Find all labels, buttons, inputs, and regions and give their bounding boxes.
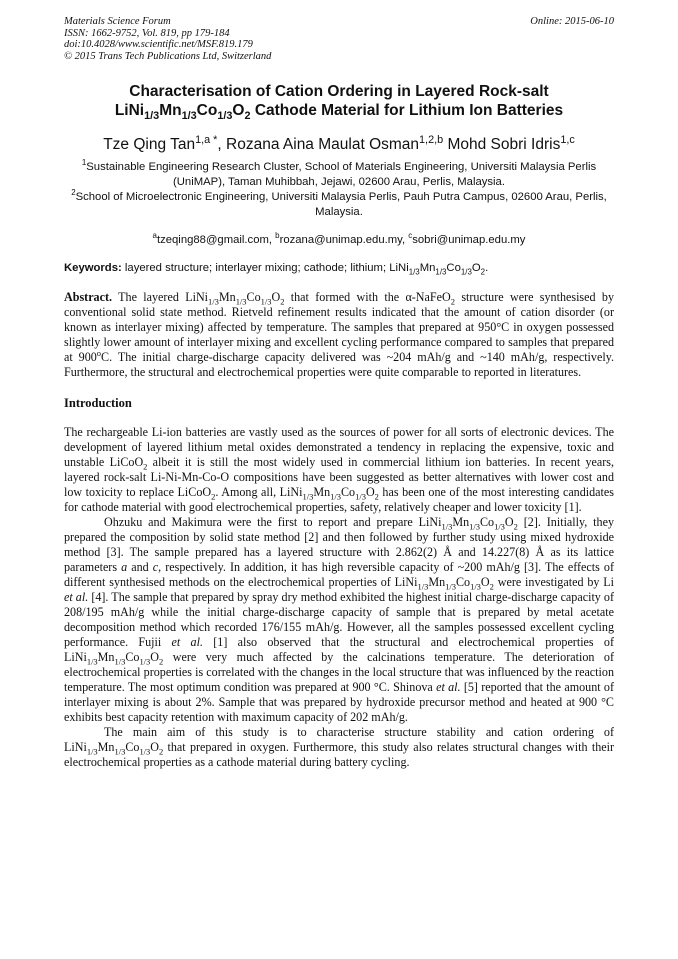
header-line-issn: ISSN: 1662-9752, Vol. 819, pp 179-184 [64, 27, 230, 39]
formula-sub: 1/3 [86, 656, 98, 667]
paper-title [64, 82, 614, 123]
paragraph-text: albeit it is still the most widely used in commercial lithium ion batteries. In recent years, layered rock-salt Li-Ni-Mn-Co-O compositions have been suggested as better alternatives with lower cost and low toxicity to replace LiCoO [64, 455, 614, 499]
formula-element: LiNi [64, 740, 87, 754]
chem-sub: 2 [211, 491, 216, 502]
author-emails: $^a$tzeqing88@gmail.com, $^b$rozana@unimap.edu.my, $^c$sobri@unimap.edu.my [152, 231, 526, 246]
paragraph-text: The rechargeable Li-ion batteries are vastly used as the sources of power for all sorts of electronic devices. The development of layered lithium metal oxides demonstrated a tendency in replacing the expensive, toxic and unstable LiCoO [64, 425, 614, 469]
paragraph-text: and [127, 560, 153, 574]
formula-o: O [471, 262, 481, 274]
et-al: et al. [171, 635, 203, 649]
affiliation-1 [64, 160, 614, 190]
formula-sub: 1/3 [445, 581, 456, 592]
formula-sub: 1/3 [355, 491, 366, 502]
formula-element: Co [479, 515, 495, 529]
abstract [64, 290, 614, 380]
formula-sub: 1/3 [181, 110, 197, 123]
affiliation-num: 1 [81, 158, 87, 168]
chem-sub: 2 [143, 461, 148, 472]
title-line-2 [64, 101, 614, 123]
formula-sub: 1/3 [208, 296, 219, 307]
journal-header [64, 16, 614, 62]
email-link[interactable]: sobri@unimap.edu.my [412, 234, 526, 246]
et-al: et al. [64, 590, 89, 604]
author-name: Rozana Aina Maulat Osman [226, 136, 420, 153]
header-line-journal: Materials Science Forum [64, 16, 171, 27]
paragraph-text: were investigated by Li [493, 575, 614, 589]
formula-sub: 1/3 [469, 521, 480, 532]
formula-element: LiNi [64, 650, 87, 664]
formula-element: Mn [97, 650, 115, 664]
abstract-text: The layered [112, 290, 186, 304]
abstract-text: that formed with the α-NaFeO [284, 290, 451, 304]
formula-element: Co [125, 740, 140, 754]
formula-sub: 2 [374, 491, 379, 502]
title-line-1: Characterisation of Cation Ordering in Layered Rock-salt [129, 83, 549, 100]
header-line-copyright: © 2015 Trans Tech Publications Ltd, Switzerland [64, 50, 272, 62]
email-sup: c [408, 231, 413, 241]
formula-o: O [232, 102, 245, 119]
formula-element: Mn [97, 740, 115, 754]
degree-sup: o [96, 347, 102, 358]
paragraph-text: that prepared in oxygen. Furthermore, this study also relates structural changes with their electrochemical properties as a cathode material during battery cycling. [64, 740, 614, 769]
formula-element: O [365, 485, 375, 499]
keywords: Keywords: layered structure; interlayer mixing; cathode; lithium; $LiNi_{1/3}Mn_{1/3}Co_{1/3}O_2$. [64, 262, 489, 277]
affiliations [64, 160, 614, 220]
formula-sub: 1/3 [302, 491, 314, 502]
formula-sub: 2 [280, 296, 285, 307]
author-name: Tze Qing Tan [103, 136, 196, 153]
formula-element: Mn [452, 515, 470, 529]
formula-sub: 1/3 [260, 296, 272, 307]
formula-sub: 2 [159, 746, 164, 757]
keywords-label: Keywords: [64, 262, 122, 274]
formula-sub: 1/3 [470, 581, 481, 592]
formula-sub: 1/3 [114, 746, 126, 757]
formula-element: Co [246, 290, 261, 304]
formula-sub: 1/3 [144, 110, 160, 123]
paragraph-text: [2]. Initially, they prepared the composition by solid state method [2] and then followed by further study using mixed hydroxide method [3]. The sample prepared has a layered structure with 2.862(2) Å and 14.227(8) Å as its lattice parameters [64, 515, 614, 574]
paragraph-text: has been one of the most interesting candidates for cathode material with good electrochemical properties, safety, relatively cheaper and lower toxicity [1]. [64, 485, 614, 514]
paragraph-text: [4]. The sample that prepared by spray dry method exhibited the highest initial charge-discharge capacity of 208/195 mAh/g while the initial charge-discharge capacity of sample that is prepared by metal acetate decomposition method which recorded 176/155 mAh/g. However, all the samples possessed excellent cycling performance. Fujii [64, 590, 614, 649]
formula-sub: 1/3 [139, 656, 151, 667]
formula-sub: 1/3 [435, 267, 447, 277]
formula-sub: 1/3 [408, 267, 420, 277]
formula-element: O [504, 515, 514, 529]
keywords-text: layered structure; interlayer mixing; cathode; lithium; [121, 262, 390, 274]
formula-element: Co [455, 575, 471, 589]
section-heading-introduction: Introduction [64, 396, 132, 410]
intro-paragraph-2 [64, 515, 614, 725]
formula-co: Co [196, 102, 218, 119]
formula-element: LiNi [394, 575, 418, 589]
formula-element: Co [125, 650, 140, 664]
paragraph-text: . Among all, [215, 485, 280, 499]
formula-sub: 1/3 [441, 521, 453, 532]
chem-formula [394, 575, 494, 592]
formula-sub: 1/3 [330, 491, 341, 502]
formula-sub: 2 [159, 656, 164, 667]
formula-sub: 1/3 [217, 110, 233, 123]
formula-sub: 1/3 [417, 581, 429, 592]
email-link[interactable]: tzeqing88@gmail.com [156, 234, 269, 246]
paragraph-text: [1] also observed that the structural and electrochemical properties of [202, 635, 614, 649]
affiliation-num: 2 [71, 188, 76, 198]
formula-sub: 1/3 [86, 746, 98, 757]
formula-sub: 2 [480, 267, 486, 277]
formula-element: LiNi [418, 515, 442, 529]
online-date: Online: 2015-06-10 [530, 16, 614, 27]
formula-element: O [150, 650, 159, 664]
paragraph-text: Ohzuku and Makimura were the first to report and prepare [104, 515, 419, 529]
formula-element: Mn [313, 485, 331, 499]
formula-element: O [271, 290, 281, 304]
et-al: et al. [436, 680, 461, 694]
formula-element: Mn [218, 290, 236, 304]
author-sup: 1,2,b [419, 133, 444, 146]
formula-sub: 1/3 [114, 656, 126, 667]
formula-sub: 1/3 [494, 521, 505, 532]
formula-li: LiNi [114, 102, 145, 119]
formula-mn: Mn [159, 102, 182, 119]
email-sup: a [152, 231, 157, 241]
formula-sub: 2 [244, 110, 251, 123]
email-link[interactable]: rozana@unimap.edu.my [279, 234, 402, 246]
formula-element: O [150, 740, 159, 754]
formula-sub: 1/3 [235, 296, 247, 307]
formula-element: Mn [428, 575, 446, 589]
chem-formula [279, 485, 379, 502]
formula-li: LiNi [389, 262, 409, 274]
paragraph-text: were very much affected by the calcinations temperature. The deterioration of electrochemical properties is correlated with the changes in the local structure that was influenced by the reaction temperature. The most optimum condition was prepared at 900 °C. Shinova [64, 650, 614, 694]
chem-formula [418, 515, 518, 532]
abstract-text: structure were synthesised by conventional solid state method. Rietveld refinement results indicated that the amount of cation disorder (or known as interlayer mixing) affected by temperature. The samples that prepared at 950°C in oxygen possessed slightly lower amount of interlayer mixing and excellent cycling performance compared to samples that prepared at 900 [64, 290, 614, 364]
formula-sub: 1/3 [139, 746, 151, 757]
affiliation-text: School of Microelectronic Engineering, Universiti Malaysia Perlis, Pauh Putra Campus, 02600 Arau, Perlis, Malaysia. [75, 191, 607, 218]
formula-mn: Mn [419, 262, 436, 274]
affiliation-2 [64, 190, 614, 220]
formula-element: LiNi [279, 485, 303, 499]
chem-formula [64, 740, 164, 757]
author-list: Tze Qing Tan$^{1,a *}$, Rozana Aina Maulat Osman$^{1,2,b}$ Mohd Sobri Idris$^{1,c}$ [103, 133, 575, 153]
formula-co: Co [446, 262, 461, 274]
author-name: Mohd Sobri Idris [447, 136, 561, 153]
paragraph-text: , respectively. In addition, it has high reversible capacity of ~200 mAh/g [3]. The effects of different synthesised methods on the electrochemical properties of [64, 560, 614, 589]
chem-formula [64, 650, 164, 667]
chem-sub: 2 [450, 296, 455, 307]
title-line-2-rest: Cathode Material for Lithium Ion Batteries [250, 102, 564, 119]
paragraph-text: The main aim of this study is to characterise structure stability and cation ordering of [104, 725, 614, 739]
author-sup: 1,c [560, 133, 575, 146]
header-line-doi: doi:10.4028/www.scientific.net/MSF.819.179 [64, 39, 253, 50]
intro-paragraph-3 [64, 725, 614, 770]
formula-element: Co [340, 485, 356, 499]
chem-formula [185, 290, 285, 307]
intro-paragraph-1 [64, 425, 614, 515]
formula-sub: 2 [489, 581, 494, 592]
abstract-text: C. The initial charge-discharge capacity delivered was ~204 mAh/g and ~140 mAh/g, respectively. Furthermore, the structural and electrochemical properties were quite comparable to reported in literatures. [64, 350, 614, 379]
lattice-a: a [121, 560, 128, 574]
author-sup: 1,a * [195, 133, 218, 146]
email-sup: b [275, 231, 280, 241]
formula-sub: 2 [513, 521, 518, 532]
abstract-label: Abstract. [64, 290, 113, 304]
formula-sub: 1/3 [460, 267, 472, 277]
lattice-c: c [152, 560, 159, 574]
paragraph-text: [5] reported that the amount of interlayer mixing is about 2%. Sample that was prepared by hydroxide precursor method and heated at 900 °C exhibits best capacity retention with maximum capacity of 202 mAh/g. [64, 680, 615, 724]
formula-element: O [480, 575, 490, 589]
affiliation-text: Sustainable Engineering Research Cluster, School of Materials Engineering, Universiti Malaysia Perlis (UniMAP), Taman Muhibbah, Jejawi, 02600 Arau, Perlis, Malaysia. [86, 161, 597, 188]
formula-element: LiNi [185, 290, 209, 304]
